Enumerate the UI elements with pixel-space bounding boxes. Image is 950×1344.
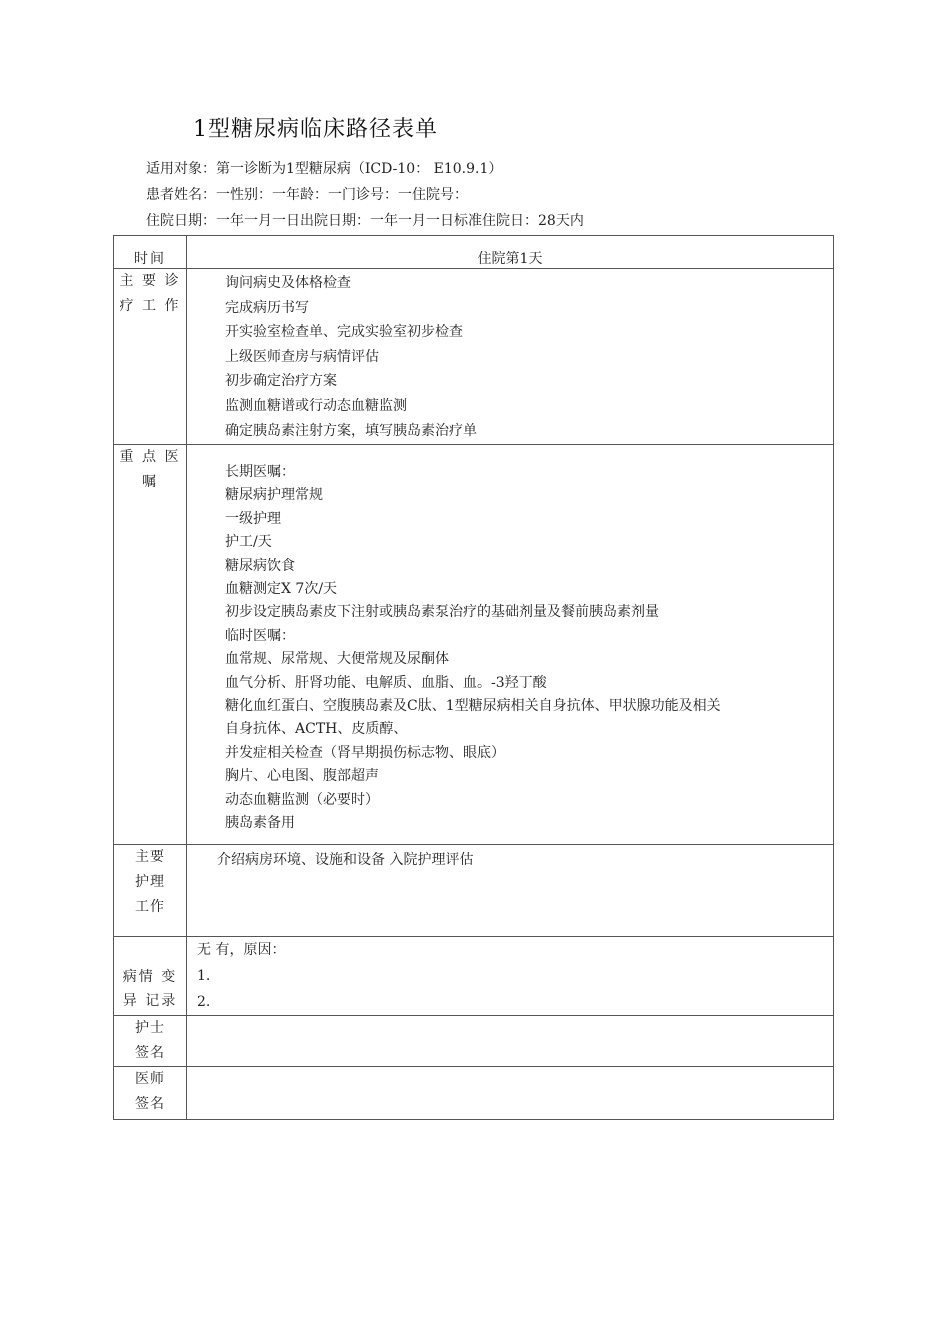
content-variation bbox=[187, 937, 834, 1016]
content-nursing bbox=[187, 845, 834, 937]
list-item: 糖化血红蛋白、空腹胰岛素及C肽、1型糖尿病相关自身抗体、甲状腺功能及相关 bbox=[225, 698, 721, 715]
list-item: 胰岛素备用 bbox=[225, 815, 295, 832]
list-item: 动态血糖监测（必要时） bbox=[225, 791, 379, 808]
list-item: 监测血糖谱或行动态血糖监测 bbox=[225, 397, 407, 414]
list-item: 血常规、尿常规、大便常规及尿酮体 bbox=[225, 651, 449, 668]
row-nursing bbox=[114, 845, 834, 937]
label-nurse-line1: 护士 bbox=[135, 1020, 165, 1036]
info-patient-details: 患者姓名：一性别：一年龄：一门诊号：一住院号： bbox=[146, 187, 468, 203]
label-key-orders-line1: 重 点 医 bbox=[119, 449, 181, 465]
list-item: 上级医师查房与病情评估 bbox=[225, 348, 379, 365]
doctor-signature-field[interactable] bbox=[187, 1067, 834, 1120]
variation-reason-2: 2. bbox=[197, 994, 211, 1010]
label-nurse-signature bbox=[114, 1016, 187, 1067]
list-item: 自身抗体、ACTH、皮质醇、 bbox=[225, 721, 408, 738]
list-item: 糖尿病饮食 bbox=[225, 557, 295, 574]
list-item: 临时医嘱： bbox=[225, 627, 295, 644]
list-item: 完成病历书写 bbox=[225, 299, 309, 316]
row-key-orders bbox=[114, 445, 834, 845]
label-nursing-line2: 护理 bbox=[135, 874, 165, 890]
list-item: 初步设定胰岛素皮下注射或胰岛素泵治疗的基础剂量及餐前胰岛素剂量 bbox=[225, 604, 659, 621]
nurse-signature-field[interactable] bbox=[187, 1016, 834, 1067]
list-item: 胸片、心电图、腹部超声 bbox=[225, 768, 379, 785]
label-nursing bbox=[114, 845, 187, 937]
label-main-work-line1: 主 要 诊 bbox=[119, 273, 181, 289]
list-item: 血糖测定X 7次/天 bbox=[225, 581, 338, 598]
label-variation bbox=[114, 937, 187, 1016]
variation-option: 无 有，原因： bbox=[197, 942, 286, 958]
list-item: 护工/天 bbox=[225, 534, 272, 551]
label-variation-line2: 异 记录 bbox=[122, 993, 178, 1009]
list-item: 糖尿病护理常规 bbox=[225, 487, 323, 504]
list-item: 并发症相关检查（肾早期损伤标志物、眼底） bbox=[225, 744, 505, 761]
label-key-orders-line2: 嘱 bbox=[142, 474, 158, 490]
header-time-label: 时间 bbox=[134, 251, 166, 267]
page-title: 1型糖尿病临床路径表单 bbox=[193, 117, 438, 142]
list-item: 一级护理 bbox=[225, 510, 281, 527]
clinical-pathway-table bbox=[113, 235, 834, 1120]
nursing-text: 介绍病房环境、设施和设备 入院护理评估 bbox=[217, 852, 474, 868]
header-time-cell bbox=[114, 236, 187, 269]
list-item: 询问病史及体格检查 bbox=[225, 275, 351, 291]
label-nursing-line3: 工作 bbox=[135, 899, 165, 915]
label-main-work bbox=[114, 269, 187, 445]
row-nurse-signature bbox=[114, 1016, 834, 1067]
table-header-row bbox=[114, 236, 834, 269]
label-nursing-line1: 主要 bbox=[135, 849, 165, 865]
label-doctor-signature bbox=[114, 1067, 187, 1120]
list-item: 开实验室检查单、完成实验室初步检查 bbox=[225, 324, 463, 341]
list-item: 血气分析、肝肾功能、电解质、血脂、血。-3羟丁酸 bbox=[225, 674, 547, 691]
header-day-cell bbox=[187, 236, 834, 269]
row-doctor-signature bbox=[114, 1067, 834, 1120]
row-main-work bbox=[114, 269, 834, 445]
label-nurse-line2: 签名 bbox=[135, 1045, 165, 1061]
list-item: 初步确定治疗方案 bbox=[225, 373, 337, 390]
header-day-label: 住院第1天 bbox=[477, 251, 543, 267]
content-main-work bbox=[187, 269, 834, 445]
row-variation bbox=[114, 937, 834, 1016]
content-key-orders bbox=[187, 445, 834, 845]
label-variation-line1: 病情 变 bbox=[122, 969, 178, 985]
list-item: 确定胰岛素注射方案，填写胰岛素治疗单 bbox=[225, 422, 477, 439]
info-applicable-object: 适用对象：第一诊断为1型糖尿病（ICD-10： E10.9.1） bbox=[146, 161, 503, 177]
info-admission-dates: 住院日期：一年一月一日出院日期：一年一月一日标准住院日：28天内 bbox=[146, 213, 584, 229]
list-item: 长期医嘱： bbox=[225, 464, 295, 480]
label-main-work-line2: 疗 工 作 bbox=[119, 298, 181, 314]
variation-reason-1: 1. bbox=[197, 968, 211, 984]
label-doctor-line1: 医师 bbox=[135, 1071, 165, 1087]
label-doctor-line2: 签名 bbox=[135, 1096, 165, 1112]
label-key-orders bbox=[114, 445, 187, 845]
